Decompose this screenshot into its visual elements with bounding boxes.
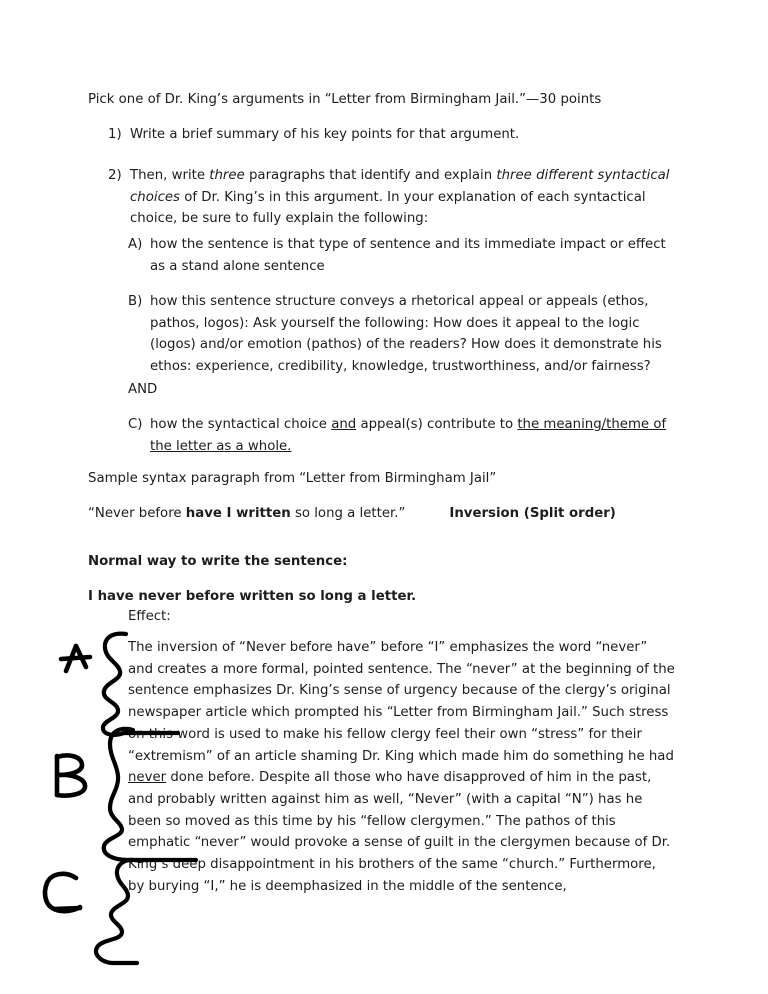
lettered-item-a-text: how the sentence is that type of sentence and its immediate impact or effect as a stand alone sentence [150,237,666,274]
lettered-item-b-text: how this sentence structure conveys a rhetorical appeal or appeals (ethos, pathos, logos): Ask yourself the following: How does it appeal to the logic (logos) and/or emotion (pathos) of the readers? How does it demonstrate his ethos: experience, credibility, knowledge, trustworthiness, and/or fairness? [150,294,662,375]
handwritten-letter-b [57,755,85,795]
handwritten-letter-c [45,874,80,911]
sample-quote-seg3: so long a letter.” [290,506,406,521]
normal-way-heading: Normal way to write the sentence: [88,554,348,569]
numbered-item-2 [108,165,676,230]
sample-quote-line [88,503,688,525]
sample-paragraph-heading: Sample syntax paragraph from “Letter from Birmingham Jail” [88,471,497,486]
lettered-item-c-seg2-underline: and [331,417,357,432]
effect-paragraph-seg2-underline: never [128,770,167,786]
lettered-item-c-seg1: how the syntactical choice [150,417,332,432]
lettered-item-b [128,291,680,378]
lettered-item-c-text [150,414,680,457]
lettered-item-c-marker: C) [128,417,143,432]
sample-quote-seg2-bold: have I written [185,506,291,521]
numbered-item-1-marker: 1) [108,127,122,142]
lettered-item-b-marker: B) [128,294,143,309]
assignment-prompt: Pick one of Dr. King’s arguments in “Letter from Birmingham Jail.”—30 points [88,92,602,107]
effect-paragraph-seg1: The inversion of “Never before have” before “I” emphasizes the word “never” and creates a more formal, pointed sentence. The “never” at the beginning of the sentence emphasizes Dr. King’s sense of urgency because of the clergy’s original newspaper article which prompted his “Letter from Birmingham Jail.” Such stress on this word is used to make his fellow clergy feel their own “stress” for their “extremism” of an article shaming Dr. King which made him do something he had [128,640,675,764]
numbered-item-2-seg3: paragraphs that identify and explain [244,168,497,183]
inversion-label: Inversion (Split order) [449,506,616,521]
lettered-item-c-seg3: appeal(s) contribute to [356,417,518,432]
numbered-item-2-marker: 2) [108,168,122,183]
numbered-item-2-seg2-italic: three [209,168,245,183]
lettered-item-c-seg4-underline: the meaning/theme of the letter as a whole. [150,417,667,454]
effect-paragraph [128,637,676,897]
numbered-item-2-seg4-italic: three different syntactical choices [130,168,670,205]
numbered-item-1-text: Write a brief summary of his key points for that argument. [130,127,520,142]
lettered-item-a [128,234,680,277]
effect-label: Effect: [128,609,171,624]
numbered-item-1 [108,124,668,146]
lettered-item-a-marker: A) [128,237,143,252]
handwritten-letter-a [61,646,90,671]
conjunction-and: AND [128,382,158,397]
effect-paragraph-seg3: done before. Despite all those who have disapproved of him in the past, and probably written against him as well, “Never” (with a capital “N”) has he been so moved as this time by his “fellow clergymen.” The pathos of this emphatic “never” would provoke a sense of guilt in the clergymen because of Dr. King’s deep disappointment in his brothers of the same “church.” Furthermore, by burying “I,” he is deemphasized in the middle of the sentence, [128,770,671,894]
numbered-item-2-text [130,165,676,230]
numbered-item-2-seg5: of Dr. King’s in this argument. In your explanation of each syntactical choice, be sure to fully explain the following: [130,189,646,227]
lettered-item-c [128,414,680,457]
normal-way-sentence: I have never before written so long a letter. [88,589,417,604]
numbered-item-2-seg1: Then, write [130,168,210,183]
sample-quote-seg1: “Never before [88,506,186,521]
